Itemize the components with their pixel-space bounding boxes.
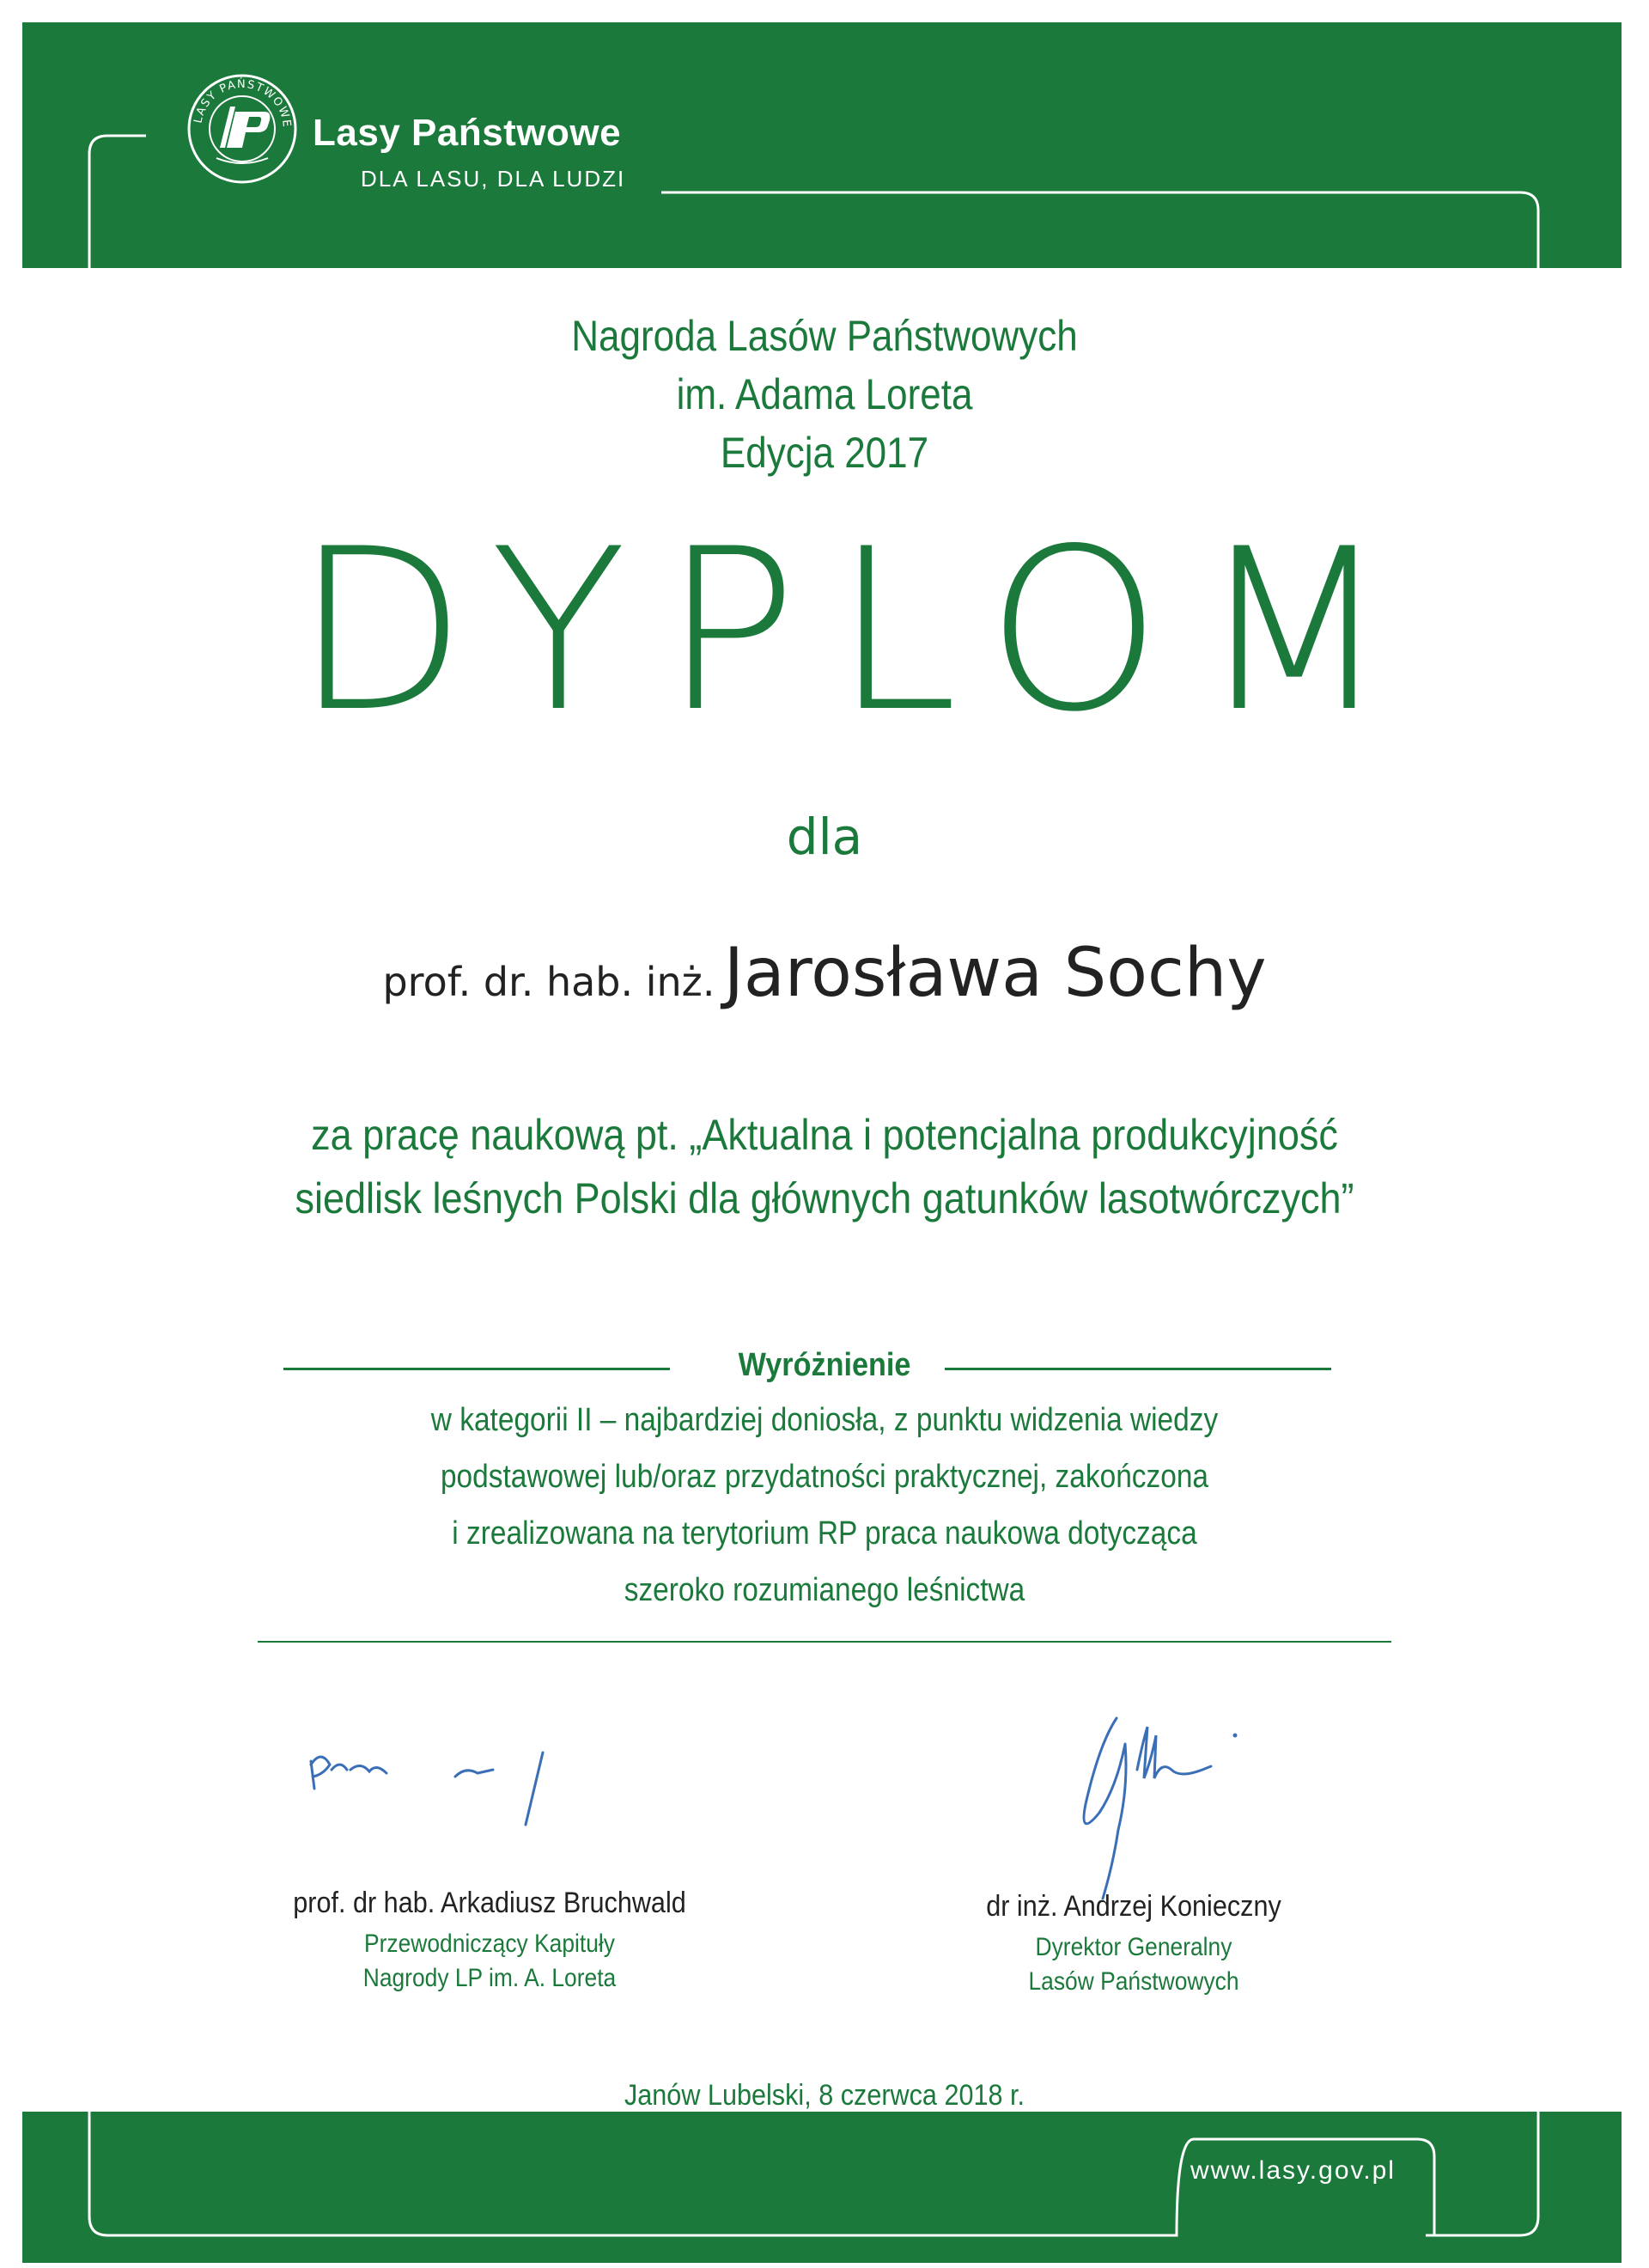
recipient-name: Jarosława Sochy [723, 935, 1267, 1012]
logo-ring-text: LASY PAŃSTWOWE [192, 77, 294, 129]
recipient-title: prof. dr. hab. inż. [382, 959, 715, 1005]
place-and-date: Janów Lubelski, 8 czerwca 2018 r. [624, 2079, 1025, 2112]
signatory-right-function-2: Lasów Państwowych [1028, 1967, 1239, 1996]
brand-name: Lasy Państwowe [313, 112, 622, 154]
category-line-2: podstawowej lub/oraz przydatności praktycznej, zakończona [440, 1459, 1209, 1495]
recipient [0, 935, 1649, 1012]
category-line-4: szeroko rozumianego leśnictwa [624, 1572, 1025, 1608]
signatory-left-function-2: Nagrody LP im. A. Loreta [362, 1964, 617, 1992]
work-title-line-2: siedlisk leśnych Polski dla głównych gatunków lasotwórczych” [295, 1174, 1354, 1222]
signatory-left-function-1: Przewodniczący Kapituły [363, 1930, 615, 1958]
work-title-line-1: za pracę naukową pt. „Aktualna i potencjalna produkcyjność [311, 1111, 1338, 1159]
award-edition: Edycja 2017 [720, 429, 929, 477]
divider-bottom [258, 1641, 1391, 1643]
award-patron: im. Adama Loreta [676, 370, 973, 418]
signature-left [301, 1735, 575, 1830]
distinction-label: Wyróżnienie [738, 1347, 911, 1383]
award-name: Nagroda Lasów Państwowych [571, 312, 1078, 360]
for-word: dla [786, 808, 863, 866]
signatory-right-function-1: Dyrektor Generalny [1035, 1933, 1232, 1961]
category-line-3: i zrealizowana na terytorium RP praca naukowa dotycząca [452, 1515, 1197, 1552]
signatory-right-name: dr inż. Andrzej Konieczny [986, 1890, 1281, 1923]
website-link[interactable]: www.lasy.gov.pl [1190, 2156, 1396, 2185]
lasy-panstwowe-emblem-icon [186, 72, 299, 186]
category-line-1: w kategorii II – najbardziej doniosła, z punktu widzenia wiedzy [430, 1402, 1219, 1438]
brand-tagline: DLA LASU, DLA LUDZI [361, 166, 626, 192]
footer-band [22, 2112, 1622, 2263]
signatory-left-name: prof. dr hab. Arkadiusz Bruchwald [293, 1887, 686, 1919]
signatory-left [189, 1887, 790, 1996]
signature-right [1065, 1710, 1254, 1907]
signatory-right [833, 1890, 1434, 1999]
diploma-title: DYPLOM [294, 502, 1427, 761]
